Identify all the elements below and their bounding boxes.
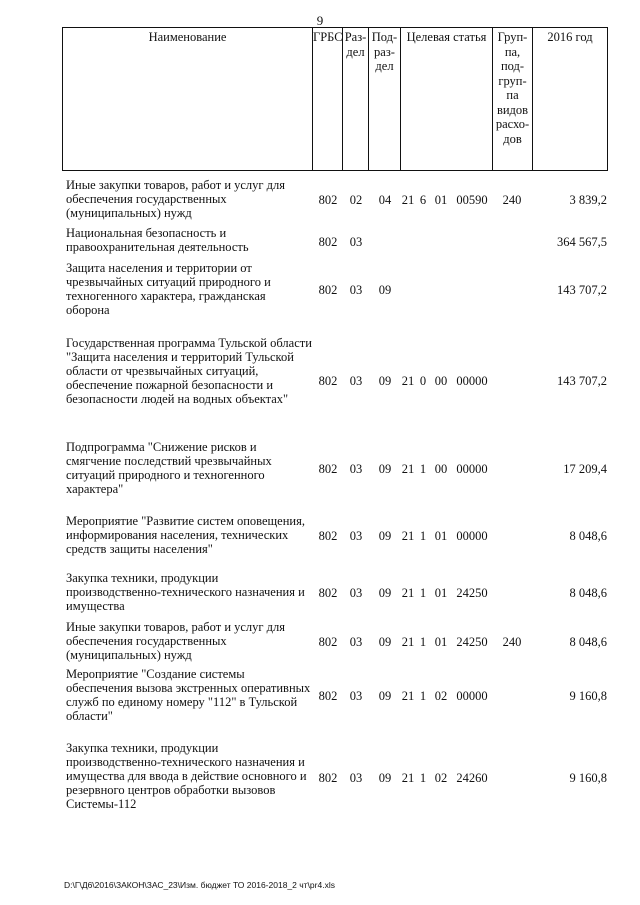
row-name: Иные закупки товаров, работ и услуг для обеспечения государственных (муниципальных) нужд [66,620,286,662]
row-target-code: 24250 [456,586,488,600]
row-target-program: 21 [401,586,415,600]
header-group: Груп- па, под- груп- па видов расхо- дов [493,28,533,171]
row-podrazdel: 09 [378,374,392,388]
row-razdel: 03 [349,635,363,649]
table-row [0,620,640,665]
row-sum: 143 707,2 [557,374,607,388]
row-podrazdel: 09 [378,635,392,649]
row-sum: 17 209,4 [563,462,607,476]
row-target-program: 21 [401,193,415,207]
header-target: Целевая статья [401,28,493,171]
row-razdel: 03 [349,462,363,476]
row-target-program: 21 [401,689,415,703]
row-target-event: 02 [434,689,448,703]
row-razdel: 03 [349,586,363,600]
row-razdel: 03 [349,529,363,543]
row-name: Мероприятие "Создание системы обеспечения вызова экстренных оперативных служб по единому номеру "112" в Тульской области" [66,667,311,723]
row-target-subprogram: 1 [419,771,427,785]
row-target-code: 00000 [456,374,488,388]
row-target-code: 00000 [456,462,488,476]
row-target-event: 01 [434,193,448,207]
row-target-program: 21 [401,374,415,388]
row-name: Закупка техники, продукции производственно-технического назначения и имущества [66,571,305,613]
row-grbs: 802 [318,586,338,600]
header-grbs: ГРБС [313,28,343,171]
row-sum: 3 839,2 [569,193,607,207]
row-target-program: 21 [401,635,415,649]
row-name: Закупка техники, продукции производственно-технического назначения и имущества для ввода в действие основного и резервного центров обработки вызовов Системы-112 [66,741,307,811]
table-row [0,226,640,258]
table-row [0,514,640,559]
row-razdel: 03 [349,283,363,297]
row-target-program: 21 [401,529,415,543]
row-razdel: 03 [349,374,363,388]
row-sum: 9 160,8 [569,689,607,703]
row-grbs: 802 [318,462,338,476]
row-target-subprogram: 0 [419,374,427,388]
header-razdel: Раз- дел [343,28,369,171]
table-row [0,178,640,223]
row-target-event: 01 [434,635,448,649]
row-sum: 8 048,6 [569,529,607,543]
row-target-code: 00000 [456,689,488,703]
table-row [0,741,640,817]
row-sum: 143 707,2 [557,283,607,297]
row-podrazdel: 09 [378,771,392,785]
row-podrazdel: 09 [378,586,392,600]
table-header [62,27,608,171]
row-target-program: 21 [401,462,415,476]
row-target-subprogram: 1 [419,529,427,543]
row-target-subprogram: 1 [419,689,427,703]
header-podrazdel: Под- раз- дел [369,28,401,171]
header-name: Наименование [63,28,313,171]
row-grbs: 802 [318,635,338,649]
row-name: Национальная безопасность и правоохранительная деятельность [66,226,249,254]
page-number: 9 [316,13,324,28]
row-grbs: 802 [318,771,338,785]
row-podrazdel: 04 [378,193,392,207]
row-target-program: 21 [401,771,415,785]
row-grbs: 802 [318,374,338,388]
row-grbs: 802 [318,235,338,249]
row-target-event: 00 [434,462,448,476]
row-podrazdel: 09 [378,283,392,297]
row-target-code: 24260 [456,771,488,785]
row-target-subprogram: 1 [419,635,427,649]
row-target-event: 01 [434,586,448,600]
row-name: Государственная программа Тульской области "Защита населения и территорий Тульской области от чрезвычайных ситуаций, обеспечение пожарной безопасности и безопасности людей на водных объектах" [66,336,312,406]
row-razdel: 03 [349,689,363,703]
row-sum: 364 567,5 [557,235,607,249]
row-target-event: 01 [434,529,448,543]
row-podrazdel: 09 [378,689,392,703]
row-podrazdel: 09 [378,462,392,476]
row-target-subprogram: 1 [419,586,427,600]
row-razdel: 02 [349,193,363,207]
row-target-subprogram: 1 [419,462,427,476]
row-name: Мероприятие "Развитие систем оповещения, информирования населения, технических средств защиты населения" [66,514,305,556]
row-sum: 8 048,6 [569,635,607,649]
footer-file-path: D:\Г\Д6\2016\ЗАКОН\ЗАС_23\Изм. бюджет ТО 2016-2018_2 чт\pr4.xls [64,880,335,890]
row-target-code: 24250 [456,635,488,649]
table-row [0,336,640,426]
row-target-subprogram: 6 [419,193,427,207]
row-grbs: 802 [318,283,338,297]
row-grbs: 802 [318,689,338,703]
row-sum: 8 048,6 [569,586,607,600]
row-target-event: 00 [434,374,448,388]
row-razdel: 03 [349,235,363,249]
row-target-event: 02 [434,771,448,785]
row-grbs: 802 [318,193,338,207]
table-row [0,571,640,616]
table-row [0,261,640,321]
table-row [0,440,640,500]
table-row [0,667,640,727]
header-year: 2016 год [533,28,608,171]
row-group: 240 [502,193,522,207]
row-name: Иные закупки товаров, работ и услуг для обеспечения государственных (муниципальных) нужд [66,178,286,220]
row-target-code: 00000 [456,529,488,543]
row-name: Защита населения и территории от чрезвычайных ситуаций природного и техногенного характера, гражданская оборона [66,261,271,317]
row-target-code: 00590 [456,193,488,207]
row-group: 240 [502,635,522,649]
row-sum: 9 160,8 [569,771,607,785]
row-podrazdel: 09 [378,529,392,543]
row-grbs: 802 [318,529,338,543]
row-name: Подпрограмма "Снижение рисков и смягчение последствий чрезвычайных ситуаций природного и техногенного характера" [66,440,272,496]
row-razdel: 03 [349,771,363,785]
